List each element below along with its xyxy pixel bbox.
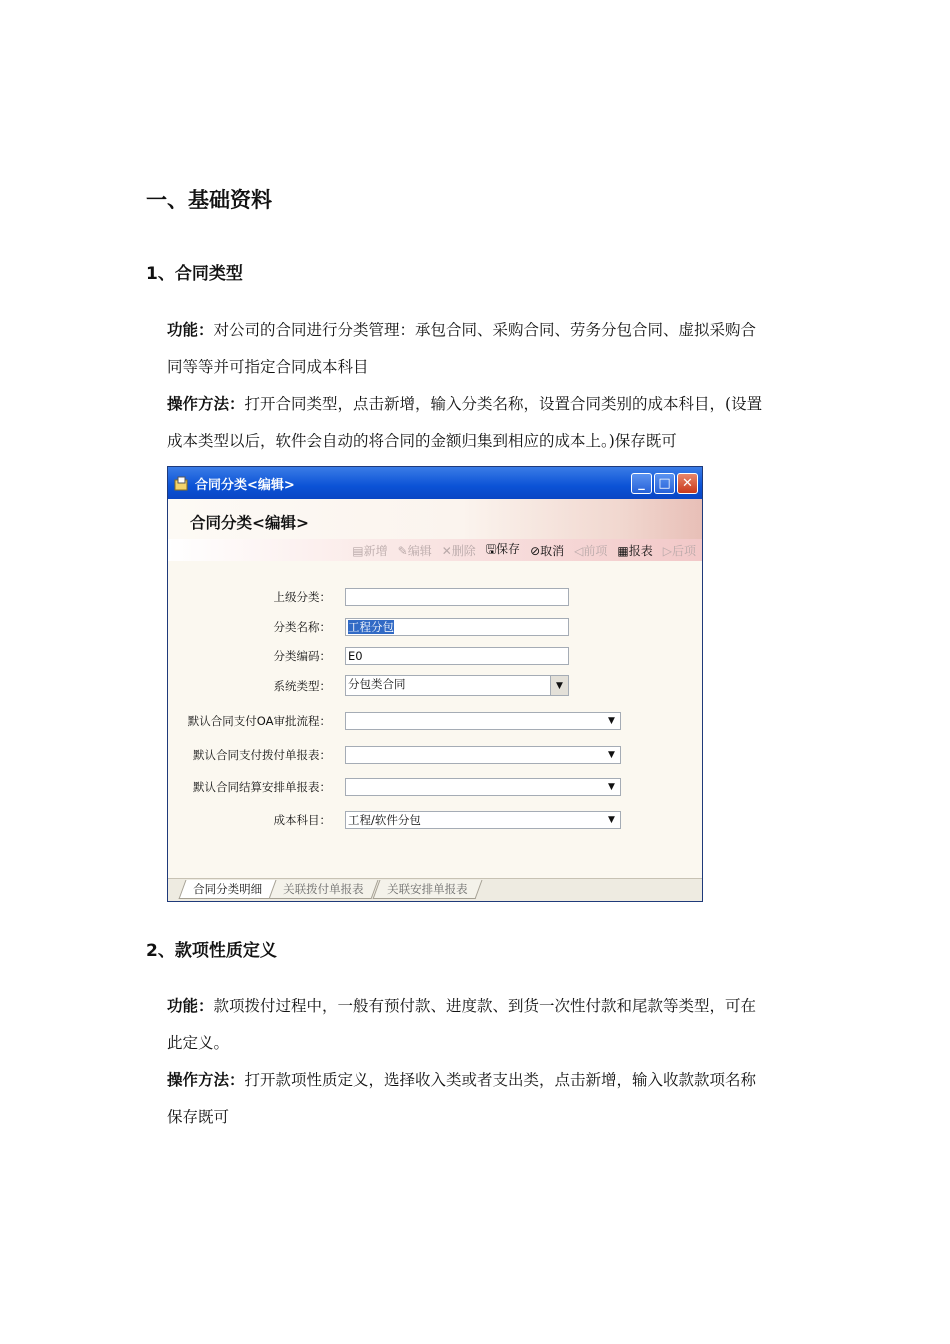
function-label: 功能： [167, 321, 214, 339]
toolbar-delete-button[interactable]: ✕删除 [441, 543, 476, 558]
cost-subject-value: 工程/软件分包 [348, 813, 421, 827]
parent-category-label: 上级分类： [273, 590, 331, 604]
bottom-tab-bar [168, 878, 702, 901]
s2-operation-paragraph [167, 1062, 817, 1136]
function-text: 款项拨付过程中，一般有预付款、进度款、到货一次性付款和尾款等类型，可在 [213, 997, 757, 1015]
toolbar-save-button[interactable]: 🖫保存 [485, 541, 521, 556]
settle-report-label: 默认合同结算安排单报表： [193, 780, 331, 794]
function-text: 对公司的合同进行分类管理：承包合同、采购合同、劳务分包合同、虚拟采购合 [213, 321, 757, 339]
form-header [168, 499, 702, 561]
chevron-down-icon[interactable]: ▼ [608, 716, 615, 726]
tab-linked-settle-report[interactable]: 关联安排单报表 [373, 880, 482, 899]
folder-icon [174, 476, 189, 491]
window-titlebar[interactable] [168, 467, 702, 499]
contract-category-window [167, 466, 703, 902]
toolbar-cancel-button[interactable]: ⊘取消 [530, 543, 565, 558]
s1-function-paragraph [167, 312, 817, 386]
pay-report-label: 默认合同支付拨付单报表： [193, 748, 331, 762]
oa-flow-label: 默认合同支付OA审批流程： [187, 714, 331, 728]
window-title: 合同分类<编辑> [195, 477, 295, 493]
function-label: 功能： [167, 997, 214, 1015]
s2-function-paragraph [167, 988, 817, 1062]
operation-label: 操作方法： [167, 1071, 245, 1089]
category-name-value: 工程分包 [348, 620, 394, 634]
operation-text-cont: 保存既可 [167, 1108, 230, 1126]
chevron-down-icon[interactable]: ▼ [550, 676, 568, 695]
heading-contract-type: 1、合同类型 [146, 264, 243, 284]
operation-text: 打开款项性质定义，选择收入类或者支出类，点击新增，输入收款款项名称 [244, 1071, 757, 1089]
function-text-cont: 同等等并可指定合同成本科目 [167, 358, 369, 376]
tab-category-detail[interactable]: 合同分类明细 [179, 880, 277, 899]
section-heading: 一、基础资料 [146, 188, 272, 212]
heading-payment-nature: 2、款项性质定义 [146, 941, 277, 961]
category-name-label: 分类名称： [273, 620, 331, 634]
toolbar-new-button[interactable]: ▤新增 [352, 543, 388, 558]
maximize-button[interactable]: □ [654, 473, 675, 494]
minimize-button[interactable]: _ [631, 473, 652, 494]
category-code-input[interactable]: E0 [345, 647, 569, 665]
category-name-input[interactable] [345, 618, 569, 636]
chevron-down-icon[interactable]: ▼ [608, 750, 615, 760]
operation-label: 操作方法： [167, 395, 245, 413]
operation-text-cont: 成本类型以后，软件会自动的将合同的金额归集到相应的成本上。)保存既可 [167, 432, 677, 450]
s1-operation-paragraph [167, 386, 817, 460]
parent-category-input[interactable] [345, 588, 569, 606]
toolbar [168, 539, 702, 561]
pay-report-select[interactable] [345, 746, 621, 764]
close-button[interactable]: ✕ [677, 473, 698, 494]
system-type-select[interactable] [345, 675, 569, 696]
toolbar-next-button[interactable]: ▷后项 [662, 543, 696, 558]
toolbar-report-button[interactable]: ▦报表 [617, 543, 653, 558]
toolbar-prev-button[interactable]: ◁前项 [574, 543, 608, 558]
cost-subject-select[interactable] [345, 811, 621, 829]
category-code-label: 分类编码： [273, 649, 331, 663]
system-type-value: 分包类合同 [348, 677, 406, 691]
chevron-down-icon[interactable]: ▼ [608, 815, 615, 825]
system-type-label: 系统类型： [273, 679, 331, 693]
operation-text: 打开合同类型，点击新增，输入分类名称，设置合同类别的成本科目，(设置 [244, 395, 763, 413]
oa-flow-select[interactable] [345, 712, 621, 730]
chevron-down-icon[interactable]: ▼ [608, 782, 615, 792]
toolbar-edit-button[interactable]: ✎编辑 [397, 543, 432, 558]
settle-report-select[interactable] [345, 778, 621, 796]
form-title: 合同分类<编辑> [190, 514, 309, 532]
cost-subject-label: 成本科目： [273, 813, 331, 827]
function-text-cont: 此定义。 [167, 1034, 230, 1052]
tab-linked-pay-report[interactable]: 关联拨付单报表 [269, 880, 378, 899]
